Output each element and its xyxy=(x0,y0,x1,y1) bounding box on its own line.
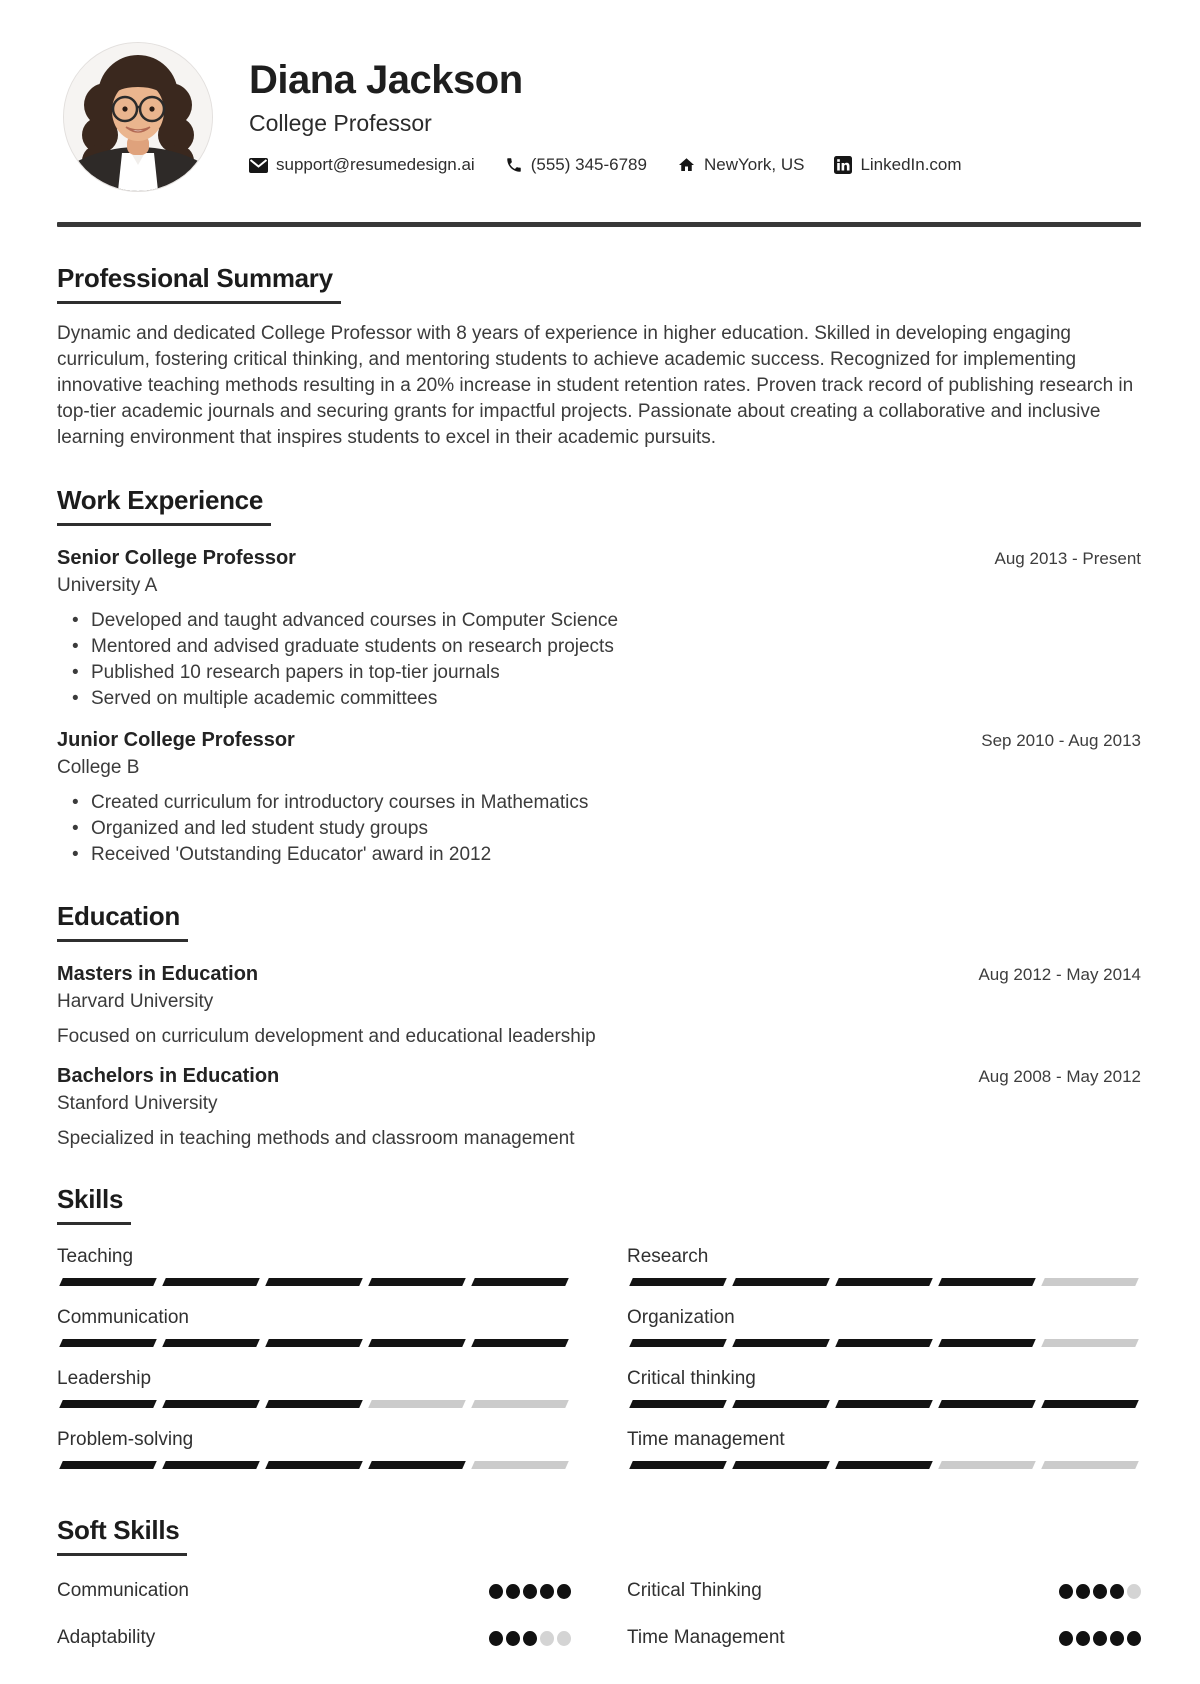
skill-bar-segment xyxy=(1041,1278,1139,1286)
rating-dot xyxy=(540,1631,554,1646)
skill-bar-segment xyxy=(629,1461,727,1469)
skill-bar-segment xyxy=(471,1339,569,1347)
summary-text: Dynamic and dedicated College Professor with 8 years of experience in higher education. Skilled in developing engaging curriculum, fostering critical thinking, and mentoring students to achieve academic success. Recognized for implementing innovative teaching methods resulting in a 20% increase in student retention rates. Proven track record of publishing research in top-tier academic journals and securing grants for impactful projects. Passionate about creating a collaborative and inclusive learning environment that inspires students to excel in their academic pursuits. xyxy=(57,323,1134,448)
job-bullet: • Received 'Outstanding Educator' award in 2012 xyxy=(57,842,1141,868)
skill-bar-segment xyxy=(938,1339,1036,1347)
skill-bar-segment xyxy=(59,1461,157,1469)
contact-phone-text: (555) 345-6789 xyxy=(530,155,647,174)
rating-dot xyxy=(523,1631,537,1646)
soft-skill-rating xyxy=(1059,1584,1141,1599)
home-icon xyxy=(677,156,696,174)
education-school: Harvard University xyxy=(57,991,214,1012)
job-company: College B xyxy=(57,757,140,778)
person-name: Diana Jackson xyxy=(249,58,523,102)
job-dates: Aug 2013 - Present xyxy=(994,549,1141,568)
skill-level-bar xyxy=(57,1278,571,1286)
skill-bar-segment xyxy=(1041,1461,1139,1469)
skill-bar-segment xyxy=(368,1339,466,1347)
linkedin-icon xyxy=(834,156,852,174)
job-title: Senior College Professor xyxy=(57,547,296,569)
skill-bar-segment xyxy=(471,1278,569,1286)
phone-icon xyxy=(505,156,523,174)
job-list xyxy=(57,547,1141,868)
contact-phone xyxy=(505,155,647,175)
skill-bar-segment xyxy=(368,1278,466,1286)
rating-dot xyxy=(1127,1584,1141,1599)
soft-skill-row xyxy=(627,1580,1141,1602)
section-soft-skills xyxy=(57,1515,1141,1674)
contact-location xyxy=(677,155,804,175)
experience-heading: Work Experience xyxy=(57,485,271,526)
soft-skills-heading: Soft Skills xyxy=(57,1515,187,1556)
skill-bar-segment xyxy=(629,1400,727,1408)
contact-email-text: support@resumedesign.ai xyxy=(276,155,475,174)
skill-bar-segment xyxy=(59,1278,157,1286)
skill-level-bar xyxy=(627,1278,1141,1286)
rating-dot xyxy=(1076,1584,1090,1599)
skill-bar-segment xyxy=(59,1339,157,1347)
rating-dot xyxy=(1059,1631,1073,1646)
education-entry xyxy=(57,1065,1141,1150)
skill-bar-segment xyxy=(471,1400,569,1408)
rating-dot xyxy=(1076,1631,1090,1646)
skill-name: Communication xyxy=(57,1307,189,1328)
section-skills xyxy=(57,1184,1141,1489)
skill-bar-segment xyxy=(629,1278,727,1286)
contact-row xyxy=(249,155,962,175)
rating-dot xyxy=(1093,1631,1107,1646)
education-entry-head xyxy=(57,963,1141,986)
skill-name: Teaching xyxy=(57,1246,134,1267)
education-entry xyxy=(57,963,1141,1048)
job-entry-head xyxy=(57,729,1141,752)
education-dates: Aug 2012 - May 2014 xyxy=(978,965,1141,984)
skill-bar-segment xyxy=(265,1461,363,1469)
section-professional-summary xyxy=(57,263,1141,451)
skill-row xyxy=(57,1428,571,1469)
skill-bar-segment xyxy=(732,1339,830,1347)
skill-row xyxy=(57,1306,571,1347)
skill-bar-segment xyxy=(1041,1339,1139,1347)
skill-bar-segment xyxy=(732,1278,830,1286)
soft-skill-row xyxy=(57,1580,571,1602)
soft-skills-grid xyxy=(57,1580,1141,1674)
skill-bar-segment xyxy=(265,1400,363,1408)
skill-name: Leadership xyxy=(57,1368,152,1389)
summary-heading: Professional Summary xyxy=(57,263,341,304)
job-company: University A xyxy=(57,575,158,596)
soft-skill-row xyxy=(627,1627,1141,1649)
profile-photo-illustration xyxy=(64,43,212,191)
skill-bar-segment xyxy=(938,1278,1036,1286)
soft-skill-name: Adaptability xyxy=(57,1627,156,1648)
skill-row xyxy=(627,1306,1141,1347)
skill-bar-segment xyxy=(732,1461,830,1469)
education-heading: Education xyxy=(57,901,188,942)
job-entry-head xyxy=(57,547,1141,570)
skill-row xyxy=(627,1367,1141,1408)
job-entry xyxy=(57,547,1141,712)
education-degree: Masters in Education xyxy=(57,963,259,985)
rating-dot xyxy=(1127,1631,1141,1646)
contact-linkedin-text: LinkedIn.com xyxy=(860,155,962,174)
education-school: Stanford University xyxy=(57,1093,218,1114)
skill-bar-segment xyxy=(265,1278,363,1286)
skills-grid xyxy=(57,1245,1141,1489)
job-dates: Sep 2010 - Aug 2013 xyxy=(981,731,1141,750)
job-bullet: • Organized and led student study groups xyxy=(57,816,1141,842)
rating-dot xyxy=(557,1584,571,1599)
job-bullet: • Developed and taught advanced courses in Computer Science xyxy=(57,608,1141,634)
skill-bar-segment xyxy=(162,1400,260,1408)
rating-dot xyxy=(1110,1584,1124,1599)
rating-dot xyxy=(557,1631,571,1646)
skill-row xyxy=(627,1428,1141,1469)
soft-skill-rating xyxy=(489,1631,571,1646)
skill-bar-segment xyxy=(835,1339,933,1347)
rating-dot xyxy=(523,1584,537,1599)
rating-dot xyxy=(1093,1584,1107,1599)
header-text xyxy=(249,59,962,175)
skill-level-bar xyxy=(627,1461,1141,1469)
job-bullet: • Mentored and advised graduate students on research projects xyxy=(57,634,1141,660)
soft-skill-rating xyxy=(1059,1631,1141,1646)
skill-bar-segment xyxy=(835,1461,933,1469)
job-bullet: • Served on multiple academic committees xyxy=(57,686,1141,712)
education-entry-head xyxy=(57,1065,1141,1088)
education-description: Specialized in teaching methods and classroom management xyxy=(57,1128,575,1149)
skills-heading: Skills xyxy=(57,1184,131,1225)
skill-bar-segment xyxy=(835,1278,933,1286)
education-list xyxy=(57,963,1141,1150)
rating-dot xyxy=(489,1584,503,1599)
skill-bar-segment xyxy=(629,1339,727,1347)
contact-linkedin[interactable] xyxy=(834,155,961,175)
skill-name: Organization xyxy=(627,1307,735,1328)
skill-bar-segment xyxy=(162,1278,260,1286)
rating-dot xyxy=(540,1584,554,1599)
skill-bar-segment xyxy=(938,1400,1036,1408)
job-bullet: • Created curriculum for introductory courses in Mathematics xyxy=(57,790,1141,816)
section-education xyxy=(57,901,1141,1150)
skill-bar-segment xyxy=(1041,1400,1139,1408)
education-description: Focused on curriculum development and educational leadership xyxy=(57,1026,596,1047)
soft-skill-name: Time Management xyxy=(627,1627,785,1648)
header-divider xyxy=(57,222,1141,227)
skill-bar-segment xyxy=(835,1400,933,1408)
skill-name: Research xyxy=(627,1246,709,1267)
skill-bar-segment xyxy=(162,1339,260,1347)
header xyxy=(57,0,1141,192)
skill-level-bar xyxy=(627,1400,1141,1408)
skill-bar-segment xyxy=(938,1461,1036,1469)
job-entry xyxy=(57,729,1141,868)
skill-bar-segment xyxy=(368,1461,466,1469)
profile-photo xyxy=(63,42,213,192)
education-degree: Bachelors in Education xyxy=(57,1065,280,1087)
skill-name: Critical thinking xyxy=(627,1368,756,1389)
contact-location-text: NewYork, US xyxy=(703,155,805,174)
education-dates: Aug 2008 - May 2012 xyxy=(978,1067,1141,1086)
skill-level-bar xyxy=(57,1461,571,1469)
skill-bar-segment xyxy=(471,1461,569,1469)
rating-dot xyxy=(489,1631,503,1646)
skill-bar-segment xyxy=(732,1400,830,1408)
skill-row xyxy=(57,1367,571,1408)
contact-email[interactable] xyxy=(249,155,475,175)
skill-bar-segment xyxy=(162,1461,260,1469)
skill-bar-segment xyxy=(59,1400,157,1408)
skill-bar-segment xyxy=(368,1400,466,1408)
soft-skill-rating xyxy=(489,1584,571,1599)
soft-skill-name: Communication xyxy=(57,1580,189,1601)
skill-row xyxy=(627,1245,1141,1286)
skill-level-bar xyxy=(57,1400,571,1408)
skill-bar-segment xyxy=(265,1339,363,1347)
email-icon xyxy=(249,158,268,173)
rating-dot xyxy=(506,1584,520,1599)
job-title: Junior College Professor xyxy=(57,729,295,751)
skill-row xyxy=(57,1245,571,1286)
skill-name: Time management xyxy=(627,1429,785,1450)
job-bullet-list xyxy=(57,608,1141,712)
skill-level-bar xyxy=(627,1339,1141,1347)
job-bullet-list xyxy=(57,790,1141,868)
skill-level-bar xyxy=(57,1339,571,1347)
rating-dot xyxy=(506,1631,520,1646)
section-work-experience xyxy=(57,485,1141,868)
soft-skill-row xyxy=(57,1627,571,1649)
job-bullet: • Published 10 research papers in top-tier journals xyxy=(57,660,1141,686)
soft-skill-name: Critical Thinking xyxy=(627,1580,762,1601)
skill-name: Problem-solving xyxy=(57,1429,194,1450)
person-title: College Professor xyxy=(249,110,432,136)
rating-dot xyxy=(1059,1584,1073,1599)
rating-dot xyxy=(1110,1631,1124,1646)
